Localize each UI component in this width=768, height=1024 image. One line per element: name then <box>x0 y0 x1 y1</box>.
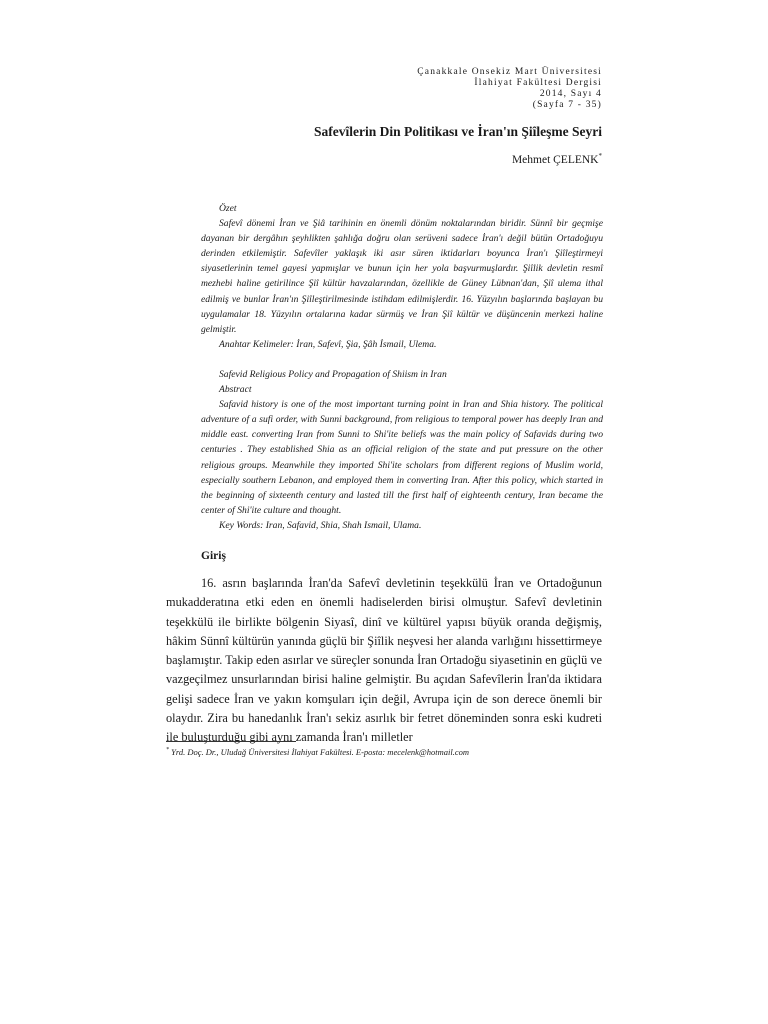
abstract-keywords: Key Words: Iran, Safavid, Shia, Shah Ismail, Ulama. <box>219 519 422 531</box>
author-footnote-marker[interactable]: * <box>598 152 602 161</box>
journal-issue: 2014, Sayı 4 <box>539 89 602 99</box>
article-title: Safevîlerin Din Politikası ve İran'ın Şiîleşme Seyri <box>314 124 602 139</box>
footnote <box>166 747 469 757</box>
abstract-body: Safavid history is one of the most important turning point in Iran and Shia history. The political adventure of a sufi order, with Sunni background, from religious to temporal power has deeply Iran and middle east. converting Iran from Sunni to Shi'ite beliefs was the main policy of Safavids during two centuries . They established Shia as an official religion of the state and put pressure on the other religious groups. Meanwhile they imported Shi'ite scholars from different regions of Muslim world, especially southern Lebanon, and employed them in converting Iran. After this policy, which started in the beginning of sixteenth century and lasted till the first half of eighteenth century, Iran became the center of Shi'ite culture and thought. <box>201 399 603 516</box>
turkish-abstract <box>201 201 603 352</box>
journal-name: İlahiyat Fakültesi Dergisi <box>474 78 602 88</box>
author-name: Mehmet ÇELENK <box>511 154 599 166</box>
english-abstract <box>201 367 603 533</box>
section-heading-giris: Giriş <box>201 550 226 562</box>
journal-pages: (Sayfa 7 - 35) <box>532 100 602 110</box>
section-body: 16. asrın başlarında İran'da Safevî devletinin teşekkülü İran ve Ortadoğunun mukadderatına etki eden en önemli hadiselerden birisi olmuştur. Safevî devletinin teşekkülü ile birlikte bölgenin Siyasî, dinî ve kültürel yapısı büyük oranda değişmiş, hâkim Sünnî kültürün yanında güçlü bir Şiîlik neşvesi her alanda varlığını hissettirmeye başlamıştır. Takip eden asırlar ve süreçler sonunda İran Ortadoğu siyasetinin en güçlü ve vazgeçilmez unsurlarından birisi haline gelmiştir. Bu açıdan Safevîlerin İran'da iktidara gelişi sadece İran ve yakın komşuları için değil, Avrupa için de son derece önemli bir olaydır. Zira bu hanedanlık İran'ı sekiz asırlık bir fetret döneminden sonra eski kudreti ile buluşturduğu gibi aynı zamanda İran'ı milletler <box>166 576 602 745</box>
author <box>512 154 602 166</box>
english-title: Safevid Religious Policy and Propagation of Shiism in Iran <box>219 369 447 380</box>
abstract-heading: Abstract <box>219 384 252 396</box>
journal-university: Çanakkale Onsekiz Mart Üniversitesi <box>417 67 602 77</box>
footnote-marker: * <box>166 747 169 754</box>
footnote-divider <box>166 741 296 742</box>
ozet-keywords: Anahtar Kelimeler: İran, Safevî, Şia, Şâh İsmail, Ulema. <box>219 338 437 350</box>
ozet-body: Safevî dönemi İran ve Şiâ tarihinin en önemli dönüm noktalarından biridir. Sünnî bir geçmişe dayanan bir dergâhın şeyhlikten şahlığa doğru olan serüveni sadece İran'ı değil bütün Ortadoğuyu derinden etkilemiştir. Safevîler yaklaşık iki asır süren iktidarları boyunca İran'ı Şiîleştirmeyi siyasetlerinin temel gayesi yapmışlar ve bunun için her yola başvurmuşlardır. Şiîlik devletin resmî mezhebi haline getirilince Şiî kültür havzalarından, özellikle de Güney Lübnan'dan, Şiî ulema ithal edilmiş ve bunlar İran'ın Şiîleştirilmesinde istihdam edilmişlerdir. 16. Yüzyılın başlarında başlayan bu uygulamalar 18. Yüzyılın ortalarına kadar sürmüş ve İran Şiî kültür ve düşüncenin merkezi haline gelmiştir. <box>201 218 603 335</box>
ozet-heading: Özet <box>219 203 237 214</box>
footnote-text: Yrd. Doç. Dr., Uludağ Üniversitesi İlahiyat Fakültesi. E-posta: mecelenk@hotmail.com <box>171 747 469 757</box>
journal-header <box>417 67 602 111</box>
